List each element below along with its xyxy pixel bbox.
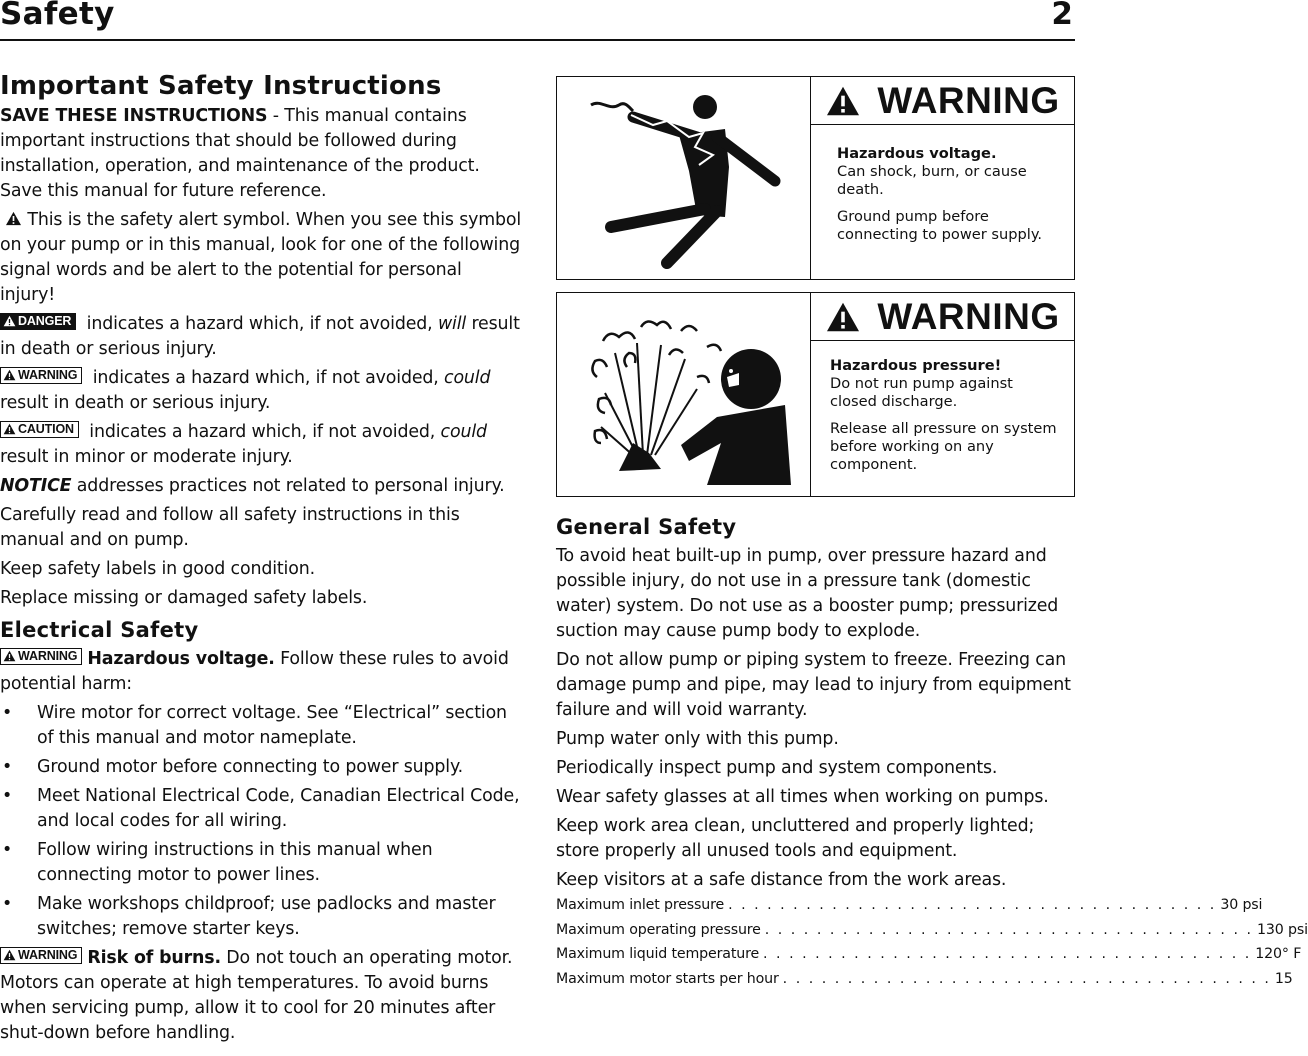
- list-item: • Wire motor for correct voltage. See “Electrical” section of this manual and motor nameplate.: [0, 701, 522, 751]
- save-lead: SAVE THESE INSTRUCTIONS: [0, 106, 268, 126]
- caution-definition: CAUTION indicates a hazard which, if not avoided, could result in minor or moderate injury.: [0, 421, 487, 467]
- alert-triangle-icon: [3, 650, 16, 662]
- alert-text: This is the safety alert symbol. When you see this symbol on your pump or in this manual, look for one of the following signal words and be alert to the potential for personal injury!: [0, 210, 522, 305]
- spec-value: 130 psi: [1257, 921, 1308, 938]
- danger-definition: DANGER indicates a hazard which, if not avoided, will result in death or serious injury.: [0, 313, 520, 359]
- general-safety-para: Keep work area clean, uncluttered and properly lighted; store properly all unused tools and equipment.: [556, 816, 1035, 861]
- right-column: [556, 510, 1308, 991]
- spec-label: Maximum inlet pressure: [556, 897, 725, 913]
- pressure-warning-line2: Release all pressure on system before working on any component.: [830, 420, 1057, 473]
- warning-signal-word: WARNING: [811, 293, 1074, 341]
- save-instructions-para: [0, 104, 522, 204]
- voltage-warning-label: [556, 76, 1075, 280]
- alert-triangle-icon: [3, 949, 16, 961]
- important-safety-heading: Important Safety Instructions: [0, 71, 442, 101]
- general-safety-heading: General Safety: [556, 515, 737, 539]
- left-column: [0, 70, 522, 1050]
- pressure-burst-pictogram: [557, 293, 811, 496]
- alert-triangle-icon: [3, 369, 16, 381]
- warning-badge: WARNING: [0, 367, 82, 384]
- spec-row: Maximum operating pressure . . . . . . . . . . . . . . . . . . . . . . . . . . . . . . . . . . . . . . 130 psi: [556, 918, 1056, 943]
- list-item: • Follow wiring instructions in this manual when connecting motor to power lines.: [0, 838, 522, 888]
- spec-value: 120° F: [1255, 946, 1302, 962]
- risk-of-burns-para: WARNING Risk of burns. Do not touch an operating motor. Motors can operate at high temperatures. To avoid burns when servicing pump, allow it to cool for 20 minutes after shut-down before handling.: [0, 947, 513, 1043]
- alert-symbol-para: [0, 208, 522, 308]
- spec-value: 30 psi: [1220, 897, 1263, 913]
- warning-signal-word: WARNING: [811, 77, 1074, 125]
- page-number: 2: [1051, 0, 1073, 32]
- list-item: • Meet National Electrical Code, Canadian Electrical Code, and local codes for all wiring.: [0, 784, 522, 834]
- pressure-warning-message: [830, 357, 1064, 483]
- general-safety-para: Do not allow pump or piping system to freeze. Freezing can damage pump and pipe, may lead to injury from equipment failure and will void warranty.: [556, 650, 1071, 720]
- alert-triangle-icon: [825, 85, 861, 117]
- electrocution-pictogram-icon: [557, 77, 809, 279]
- general-safety-para: Wear safety glasses at all times when working on pumps.: [556, 787, 1049, 807]
- voltage-warning-line1: Can shock, burn, or cause death.: [837, 163, 1027, 198]
- spec-label: Maximum operating pressure: [556, 921, 761, 938]
- spec-row: Maximum motor starts per hour . . . . . . . . . . . . . . . . . . . . . . . . . . . . . . . . . . . . . . 15: [556, 967, 1056, 992]
- spec-row: Maximum inlet pressure . . . . . . . . . . . . . . . . . . . . . . . . . . . . . . . . . . . . . . 30 psi: [556, 893, 1056, 918]
- hazardous-voltage-para: WARNING Hazardous voltage. Follow these rules to avoid potential harm:: [0, 648, 509, 694]
- warning-definition: WARNING indicates a hazard which, if not avoided, could result in death or serious injury.: [0, 367, 491, 413]
- electrocution-pictogram: [557, 77, 811, 279]
- specifications-list: [556, 893, 1308, 991]
- notice-definition: NOTICE addresses practices not related to personal injury.: [0, 476, 505, 496]
- spec-label: Maximum motor starts per hour: [556, 970, 779, 987]
- voltage-warning-message: [837, 145, 1064, 253]
- alert-triangle-icon: [5, 211, 22, 226]
- danger-badge: DANGER: [0, 313, 76, 330]
- voltage-warning-line2: Ground pump before connecting to power supply.: [837, 208, 1043, 243]
- general-safety-para: Pump water only with this pump.: [556, 729, 839, 749]
- read-instructions-para: Carefully read and follow all safety instructions in this manual and on pump.: [0, 505, 460, 550]
- pressure-warning-title: Hazardous pressure!: [830, 357, 1002, 374]
- alert-triangle-icon: [825, 301, 861, 333]
- electrical-safety-heading: Electrical Safety: [0, 618, 199, 642]
- pressure-warning-label: [556, 292, 1075, 497]
- labels-condition-para: Keep safety labels in good condition.: [0, 559, 315, 579]
- caution-badge: CAUTION: [0, 421, 79, 438]
- save-text: - This manual contains important instructions that should be followed during installation, operation, and maintenance of the product. Save this manual for future reference.: [0, 106, 480, 201]
- pressure-warning-line1: Do not run pump against closed discharge.: [830, 375, 1013, 410]
- voltage-warning-title: Hazardous voltage.: [837, 145, 997, 162]
- warning-badge: WARNING: [0, 648, 82, 665]
- spec-row: Maximum liquid temperature . . . . . . . . . . . . . . . . . . . . . . . . . . . . . . . . . . . . . . 120° F: [556, 942, 1056, 967]
- general-safety-para: Keep visitors at a safe distance from the work areas.: [556, 870, 1007, 890]
- list-item: • Ground motor before connecting to power supply.: [0, 755, 522, 780]
- alert-triangle-icon: [3, 423, 16, 435]
- alert-triangle-icon: [3, 315, 16, 327]
- spec-label: Maximum liquid temperature: [556, 946, 760, 962]
- general-safety-para: To avoid heat built-up in pump, over pressure hazard and possible injury, do not use in a pressure tank (domestic water) system. Do not use as a booster pump; pressurized suction may cause pump body to explode.: [556, 546, 1059, 641]
- warning-badge: WARNING: [0, 947, 82, 964]
- header-rule: [0, 39, 1075, 41]
- replace-labels-para: Replace missing or damaged safety labels.: [0, 588, 368, 608]
- electrical-rules-list: [0, 701, 522, 942]
- spec-value: 15: [1274, 970, 1293, 987]
- general-safety-para: Periodically inspect pump and system components.: [556, 758, 998, 778]
- page-section-title: Safety: [0, 0, 115, 32]
- list-item: • Make workshops childproof; use padlocks and master switches; remove starter keys.: [0, 892, 522, 942]
- pressure-burst-pictogram-icon: [557, 293, 809, 496]
